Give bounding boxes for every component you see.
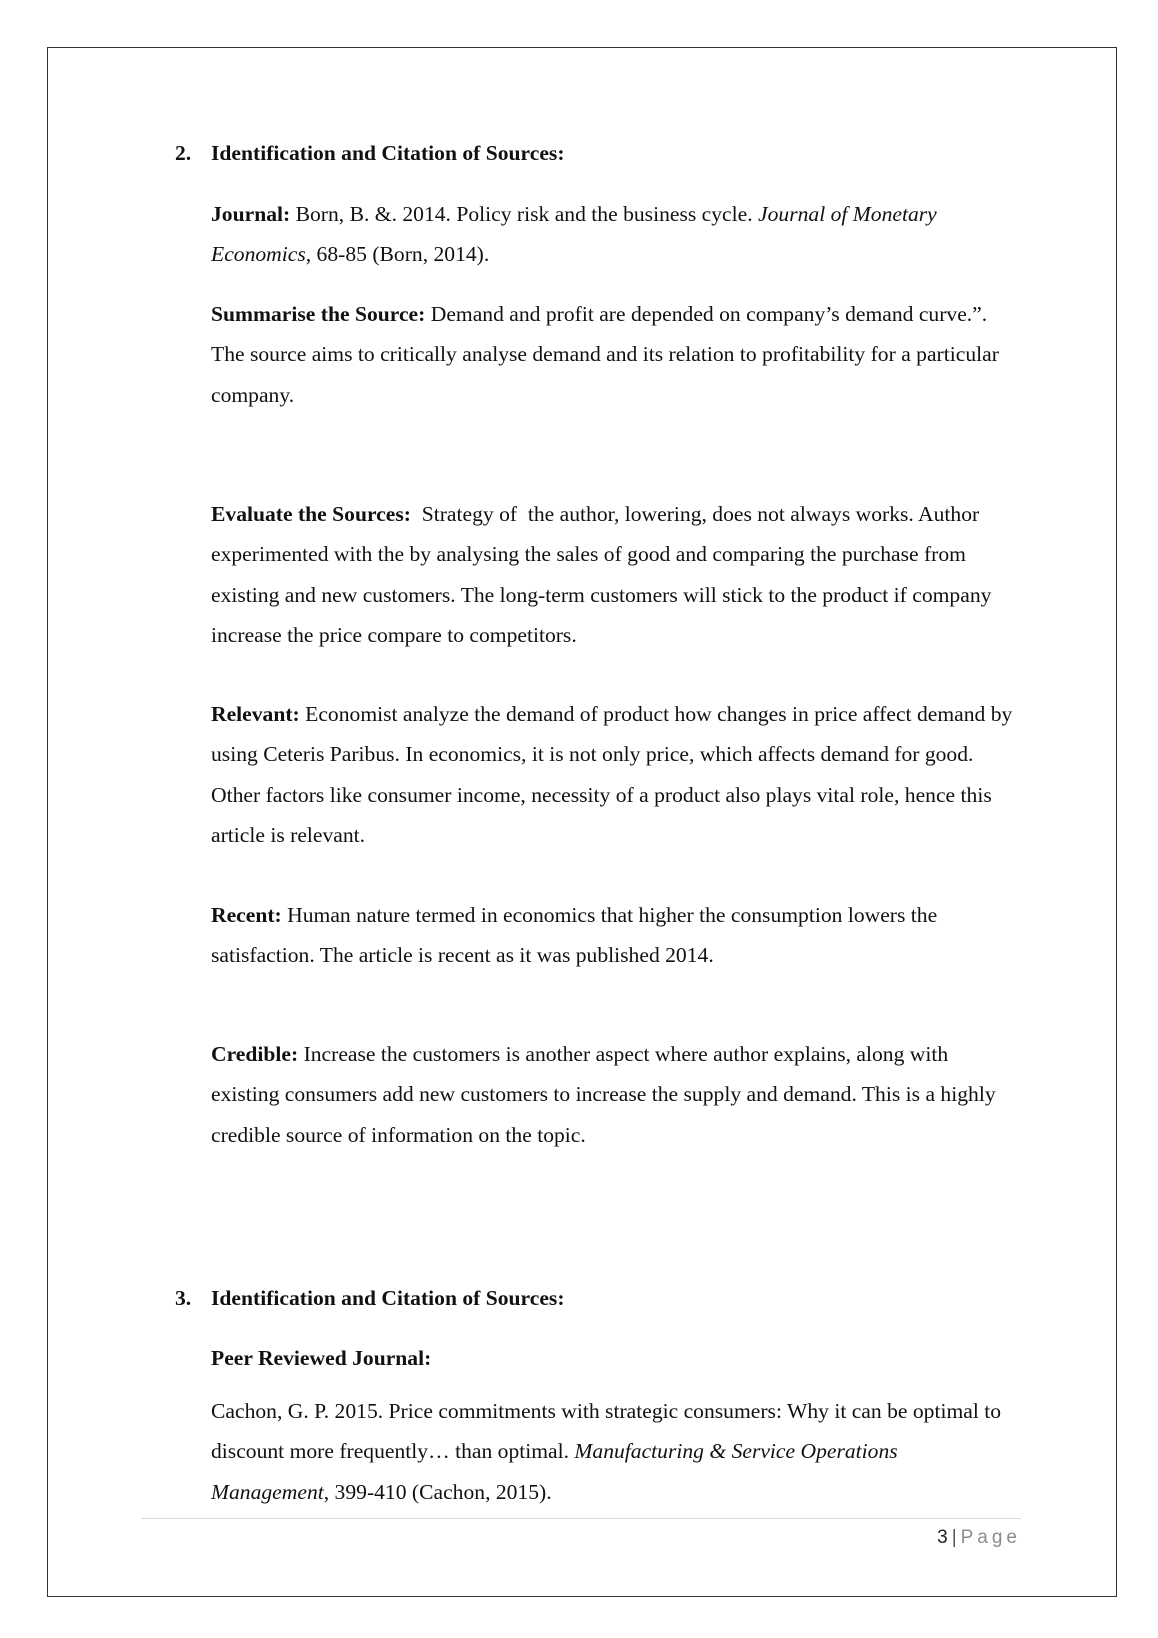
journal-label: Journal: bbox=[211, 202, 291, 226]
peer-reviewed-label: Peer Reviewed Journal: bbox=[211, 1346, 432, 1370]
journal-text: Born, B. &. 2014. Policy risk and the business cycle. bbox=[290, 202, 759, 226]
journal-paragraph bbox=[211, 194, 1021, 275]
page-number: 3 bbox=[937, 1527, 948, 1548]
section-2-heading: Identification and Citation of Sources: bbox=[211, 141, 565, 165]
section-3-heading: Identification and Citation of Sources: bbox=[211, 1286, 565, 1310]
recent-paragraph bbox=[211, 895, 1021, 976]
evaluate-paragraph bbox=[211, 494, 1021, 655]
credible-text: Increase the customers is another aspect where author explains, along with existing consumers add new customers to increase the supply and demand. This is a highly credible source of information on the topic. bbox=[211, 1042, 996, 1147]
evaluate-text: Strategy of the author, lowering, does not always works. Author experimented with the by analysing the sales of good and comparing the purchase from existing and new customers. The long-term customers will stick to the product if company increase the price compare to competitors. bbox=[211, 502, 997, 647]
footer-separator: | bbox=[951, 1527, 957, 1548]
relevant-text: Economist analyze the demand of product how changes in price affect demand by using Ceteris Paribus. In economics, it is not only price, which affects demand for good. Other factors like consumer income, necessity of a product also plays vital role, hence this article is relevant. bbox=[211, 702, 1013, 847]
evaluate-label: Evaluate the Sources: bbox=[211, 502, 411, 526]
summarise-label: Summarise the Source: bbox=[211, 302, 426, 326]
credible-label: Credible: bbox=[211, 1042, 299, 1066]
relevant-paragraph bbox=[211, 694, 1021, 855]
summarise-text: Demand and profit are depended on company’s demand curve.”. The source aims to critically analyse demand and its relation to profitability for a particular company. bbox=[211, 302, 999, 407]
citation-pages: , 399-410 (Cachon, 2015). bbox=[323, 1479, 552, 1504]
credible-paragraph bbox=[211, 1034, 1021, 1155]
section-2-number: 2. bbox=[175, 141, 192, 165]
journal-title: Journal of Monetary Economics bbox=[211, 202, 937, 267]
footer-divider bbox=[141, 1518, 1021, 1519]
citation-journal-title: Manufacturing & Service Operations Management bbox=[211, 1439, 898, 1504]
recent-text: Human nature termed in economics that higher the consumption lowers the satisfaction. The article is recent as it was published 2014. bbox=[211, 903, 938, 968]
page-word: Page bbox=[960, 1527, 1021, 1548]
section-3-number: 3. bbox=[175, 1286, 192, 1310]
relevant-label: Relevant: bbox=[211, 702, 300, 726]
citation-text: Cachon, G. P. 2015. Price commitments with strategic consumers: Why it can be optimal to discount more frequently… than optimal. bbox=[211, 1399, 1002, 1464]
summarise-paragraph bbox=[211, 294, 1021, 415]
page-footer bbox=[937, 1525, 1021, 1551]
citation-paragraph bbox=[211, 1391, 1021, 1512]
journal-pages: , 68-85 (Born, 2014). bbox=[305, 242, 490, 267]
recent-label: Recent: bbox=[211, 903, 282, 927]
